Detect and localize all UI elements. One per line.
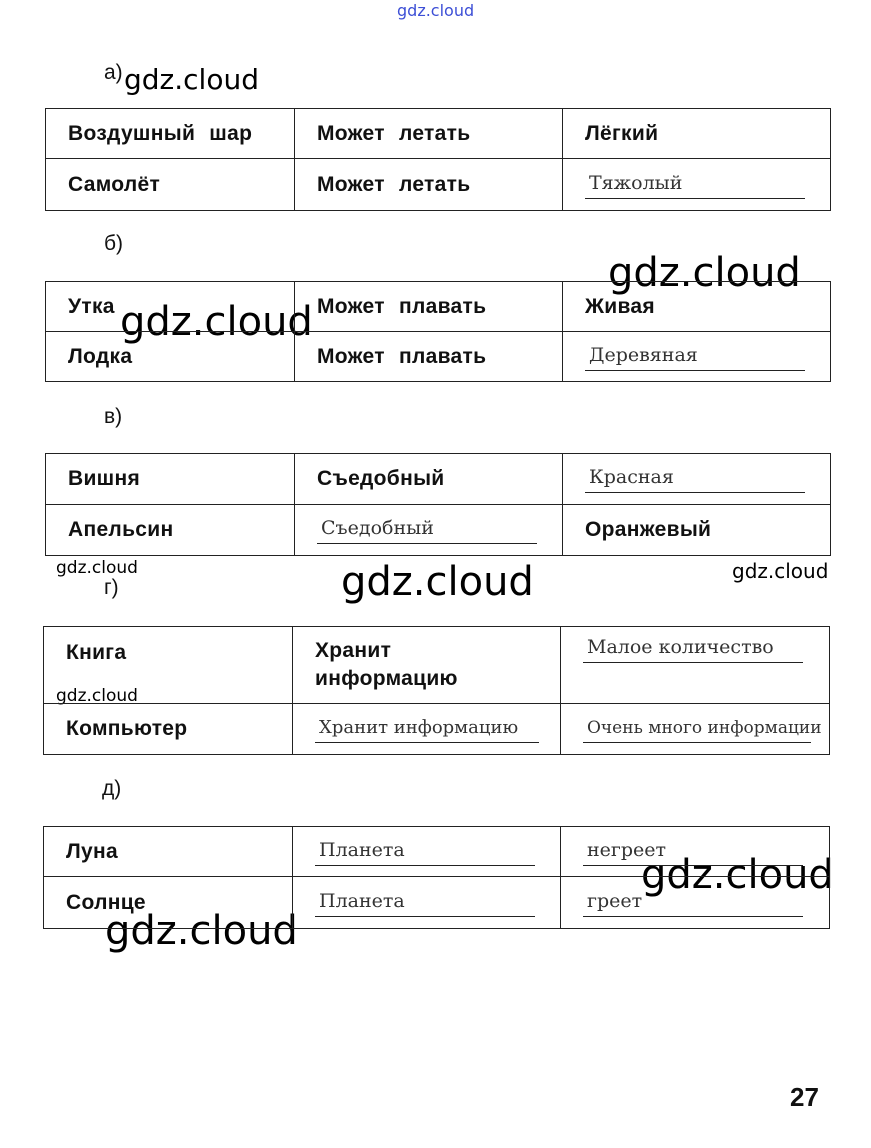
table-row [46,505,831,556]
diff-cell [561,827,830,877]
handwritten-answer: Тяжолый [585,172,805,199]
table-row [44,877,830,929]
handwritten-answer: греет [583,890,803,917]
diff-cell [561,704,830,755]
diff-cell: Оранжевый [563,505,831,556]
handwritten-answer: Очень много информации [583,718,811,743]
section-label: д) [102,777,122,800]
table-row [46,109,831,159]
diff-cell: Лёгкий [563,109,831,159]
page-number: 27 [790,1082,819,1112]
object-cell: Луна [44,827,293,877]
section-label: а) [104,61,123,84]
common-cell: Может летать [295,109,563,159]
diff-cell [561,877,830,929]
table-row [44,827,830,877]
common-cell: Съедобный [295,454,563,505]
watermark: gdz.cloud [732,559,829,583]
watermark: gdz.cloud [341,559,534,605]
object-cell: Самолёт [46,159,295,211]
common-cell: Хранит информацию [293,627,561,704]
diff-cell [563,332,831,382]
section-label: г) [104,576,119,599]
common-cell [293,877,561,929]
watermark: gdz.cloud [608,250,801,296]
comparison-table [45,108,831,211]
object-cell: Лодка [46,332,295,382]
diff-cell: Живая [563,282,831,332]
section-label: в) [104,405,123,428]
common-cell: Может плавать [295,282,563,332]
handwritten-answer: Красная [585,466,805,493]
common-cell [293,827,561,877]
table-row [46,332,831,382]
comparison-table [43,826,830,929]
diff-cell [561,627,830,704]
object-cell: Компьютер [44,704,293,755]
object-cell: Апельсин [46,505,295,556]
handwritten-answer: Планета [315,839,535,866]
diff-cell [563,454,831,505]
object-cell: Утка [46,282,295,332]
watermark-top: gdz.cloud [397,1,475,20]
table-row [44,704,830,755]
watermark: gdz.cloud [641,852,834,898]
watermark: gdz.cloud [124,63,259,96]
comparison-table [45,453,831,556]
diff-cell [563,159,831,211]
handwritten-answer: негреет [583,839,803,866]
comparison-table [43,626,830,755]
object-cell: Солнце [44,877,293,929]
table-row [46,159,831,211]
common-cell [293,704,561,755]
watermark: gdz.cloud [56,558,138,578]
object-cell: Книга [44,627,293,704]
object-cell: Вишня [46,454,295,505]
table-row [44,627,830,704]
common-cell [295,505,563,556]
watermark: gdz.cloud [56,686,138,706]
handwritten-answer: Малое количество [583,636,803,663]
watermark: gdz.cloud [120,299,313,345]
object-cell: Воздушный шар [46,109,295,159]
table-row [46,454,831,505]
handwritten-answer: Деревяная [585,344,805,371]
section-label: б) [104,232,124,255]
handwritten-answer: Планета [315,890,535,917]
table-row [46,282,831,332]
watermark: gdz.cloud [105,908,298,954]
common-cell: Может плавать [295,332,563,382]
handwritten-answer: Хранит информацию [315,717,539,743]
comparison-table [45,281,831,382]
handwritten-answer: Съедобный [317,517,537,544]
common-cell: Может летать [295,159,563,211]
